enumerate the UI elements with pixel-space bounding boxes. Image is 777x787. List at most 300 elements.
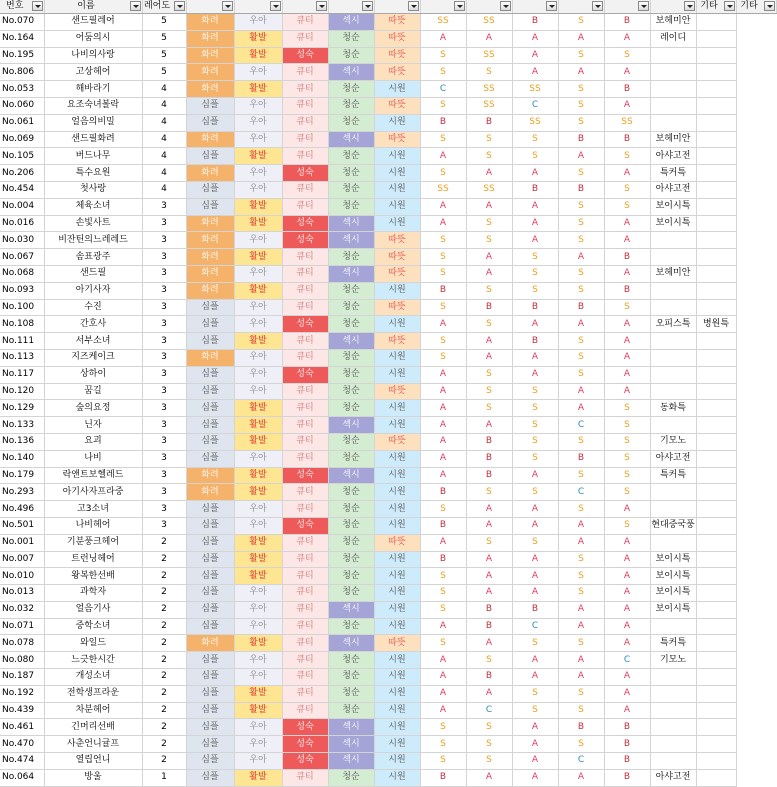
note-cell[interactable] xyxy=(696,97,736,114)
rarity-cell[interactable]: 2 xyxy=(142,685,186,702)
grade-cell[interactable]: A xyxy=(512,551,558,568)
style-cell[interactable]: 큐티 xyxy=(282,333,328,350)
grade-cell[interactable]: A xyxy=(420,534,466,551)
style-cell[interactable]: 따뜻 xyxy=(374,534,420,551)
grade-cell[interactable]: S xyxy=(420,249,466,266)
style-cell[interactable]: 큐티 xyxy=(282,652,328,669)
rarity-cell[interactable]: 2 xyxy=(142,534,186,551)
grade-cell[interactable]: SS xyxy=(420,181,466,198)
grade-cell[interactable]: S xyxy=(558,14,604,31)
name-cell[interactable]: 손빛사트 xyxy=(44,215,142,232)
grade-cell[interactable]: B xyxy=(512,601,558,618)
id-cell[interactable]: No.004 xyxy=(0,198,44,215)
style-cell[interactable]: 큐티 xyxy=(282,702,328,719)
style-cell[interactable]: 섹시 xyxy=(328,232,374,249)
style-cell[interactable]: 따뜻 xyxy=(374,131,420,148)
grade-cell[interactable]: A xyxy=(420,316,466,333)
style-cell[interactable]: 섹시 xyxy=(328,131,374,148)
grade-cell[interactable]: S xyxy=(604,181,650,198)
note-cell[interactable] xyxy=(650,753,696,770)
name-cell[interactable]: 숲의요정 xyxy=(44,400,142,417)
name-cell[interactable]: 중학소녀 xyxy=(44,618,142,635)
grade-cell[interactable]: A xyxy=(466,165,512,182)
grade-cell[interactable]: S xyxy=(466,316,512,333)
grade-cell[interactable]: S xyxy=(558,232,604,249)
filter-dropdown-icon[interactable] xyxy=(764,1,775,11)
grade-cell[interactable]: A xyxy=(420,148,466,165)
style-cell[interactable]: 성숙 xyxy=(282,165,328,182)
style-cell[interactable]: 큐티 xyxy=(282,585,328,602)
grade-cell[interactable]: S xyxy=(558,333,604,350)
note-cell[interactable]: 보헤미안 xyxy=(650,265,696,282)
grade-cell[interactable]: S xyxy=(466,383,512,400)
id-cell[interactable]: No.053 xyxy=(0,81,44,98)
grade-cell[interactable]: A xyxy=(466,349,512,366)
note-cell[interactable] xyxy=(696,81,736,98)
grade-cell[interactable]: S xyxy=(604,400,650,417)
grade-cell[interactable]: S xyxy=(558,114,604,131)
grade-cell[interactable]: B xyxy=(420,551,466,568)
grade-cell[interactable]: S xyxy=(558,81,604,98)
id-cell[interactable]: No.806 xyxy=(0,64,44,81)
grade-cell[interactable]: S xyxy=(512,417,558,434)
style-cell[interactable]: 활발 xyxy=(234,198,282,215)
grade-cell[interactable]: A xyxy=(558,618,604,635)
name-cell[interactable]: 특수요원 xyxy=(44,165,142,182)
note-cell[interactable] xyxy=(696,299,736,316)
note-cell[interactable]: 아샤고전 xyxy=(650,181,696,198)
note-cell[interactable] xyxy=(696,601,736,618)
grade-cell[interactable]: S xyxy=(604,467,650,484)
grade-cell[interactable]: S xyxy=(466,400,512,417)
grade-cell[interactable]: S xyxy=(512,534,558,551)
name-cell[interactable]: 나비의사랑 xyxy=(44,47,142,64)
grade-cell[interactable]: S xyxy=(558,702,604,719)
style-cell[interactable]: 청순 xyxy=(328,484,374,501)
grade-cell[interactable]: S xyxy=(420,131,466,148)
style-cell[interactable]: 심플 xyxy=(186,769,234,786)
id-cell[interactable]: No.001 xyxy=(0,534,44,551)
style-cell[interactable]: 성숙 xyxy=(282,366,328,383)
grade-cell[interactable]: S xyxy=(420,64,466,81)
id-cell[interactable]: No.129 xyxy=(0,400,44,417)
grade-cell[interactable]: B xyxy=(466,299,512,316)
note-cell[interactable] xyxy=(650,282,696,299)
grade-cell[interactable]: S xyxy=(558,198,604,215)
grade-cell[interactable]: SS xyxy=(512,81,558,98)
style-cell[interactable]: 심플 xyxy=(186,97,234,114)
rarity-cell[interactable]: 2 xyxy=(142,669,186,686)
rarity-cell[interactable]: 3 xyxy=(142,417,186,434)
note-cell[interactable] xyxy=(696,114,736,131)
id-cell[interactable]: No.501 xyxy=(0,517,44,534)
style-cell[interactable]: 큐티 xyxy=(282,433,328,450)
style-cell[interactable]: 심플 xyxy=(186,601,234,618)
name-cell[interactable]: 버드나무 xyxy=(44,148,142,165)
note-cell[interactable] xyxy=(650,64,696,81)
name-cell[interactable]: 샌드필화려 xyxy=(44,131,142,148)
grade-cell[interactable]: S xyxy=(558,165,604,182)
grade-cell[interactable]: S xyxy=(420,165,466,182)
note-cell[interactable] xyxy=(696,265,736,282)
id-cell[interactable]: No.068 xyxy=(0,265,44,282)
note-cell[interactable] xyxy=(696,232,736,249)
rarity-cell[interactable]: 3 xyxy=(142,501,186,518)
grade-cell[interactable]: S xyxy=(512,450,558,467)
rarity-cell[interactable]: 4 xyxy=(142,131,186,148)
grade-cell[interactable]: A xyxy=(420,366,466,383)
note-cell[interactable]: 기모노 xyxy=(650,433,696,450)
style-cell[interactable]: 화려 xyxy=(186,215,234,232)
note-cell[interactable]: 아샤고전 xyxy=(650,148,696,165)
note-cell[interactable] xyxy=(696,501,736,518)
id-cell[interactable]: No.164 xyxy=(0,30,44,47)
grade-cell[interactable]: S xyxy=(558,501,604,518)
grade-cell[interactable]: S xyxy=(604,299,650,316)
grade-cell[interactable]: A xyxy=(420,417,466,434)
name-cell[interactable]: 샌드필 xyxy=(44,265,142,282)
grade-cell[interactable]: A xyxy=(512,769,558,786)
grade-cell[interactable]: S xyxy=(604,450,650,467)
grade-cell[interactable]: SS xyxy=(466,14,512,31)
style-cell[interactable]: 시원 xyxy=(374,215,420,232)
style-cell[interactable]: 활발 xyxy=(234,81,282,98)
style-cell[interactable]: 시원 xyxy=(374,417,420,434)
style-cell[interactable]: 성숙 xyxy=(282,47,328,64)
grade-cell[interactable]: A xyxy=(512,215,558,232)
grade-cell[interactable]: A xyxy=(604,635,650,652)
note-cell[interactable] xyxy=(650,618,696,635)
grade-cell[interactable]: A xyxy=(604,165,650,182)
style-cell[interactable]: 활발 xyxy=(234,30,282,47)
grade-cell[interactable]: A xyxy=(512,30,558,47)
grade-cell[interactable]: A xyxy=(420,652,466,669)
style-cell[interactable]: 우아 xyxy=(234,618,282,635)
grade-cell[interactable]: B xyxy=(466,450,512,467)
note-cell[interactable] xyxy=(650,366,696,383)
style-cell[interactable]: 시원 xyxy=(374,702,420,719)
style-cell[interactable]: 심플 xyxy=(186,299,234,316)
id-cell[interactable]: No.030 xyxy=(0,232,44,249)
grade-cell[interactable]: A xyxy=(466,333,512,350)
name-cell[interactable]: 간호사 xyxy=(44,316,142,333)
style-cell[interactable]: 심플 xyxy=(186,400,234,417)
grade-cell[interactable]: A xyxy=(466,517,512,534)
style-cell[interactable]: 청순 xyxy=(328,349,374,366)
id-cell[interactable]: No.070 xyxy=(0,14,44,31)
note-cell[interactable] xyxy=(650,81,696,98)
style-cell[interactable]: 심플 xyxy=(186,669,234,686)
style-cell[interactable]: 큐티 xyxy=(282,635,328,652)
grade-cell[interactable]: S xyxy=(466,282,512,299)
note-cell[interactable] xyxy=(650,501,696,518)
style-cell[interactable]: 시원 xyxy=(374,618,420,635)
grade-cell[interactable]: A xyxy=(604,585,650,602)
grade-cell[interactable]: A xyxy=(604,215,650,232)
note-cell[interactable]: 레이디 xyxy=(650,30,696,47)
grade-cell[interactable]: B xyxy=(420,517,466,534)
style-cell[interactable]: 섹시 xyxy=(328,265,374,282)
grade-cell[interactable]: S xyxy=(558,282,604,299)
style-cell[interactable]: 시원 xyxy=(374,450,420,467)
note-cell[interactable] xyxy=(696,702,736,719)
id-cell[interactable]: No.010 xyxy=(0,568,44,585)
style-cell[interactable]: 우아 xyxy=(234,131,282,148)
note-cell[interactable]: 보헤미안 xyxy=(650,14,696,31)
style-cell[interactable]: 섹시 xyxy=(328,753,374,770)
grade-cell[interactable]: B xyxy=(604,249,650,266)
note-cell[interactable] xyxy=(650,702,696,719)
style-cell[interactable]: 우아 xyxy=(234,265,282,282)
note-cell[interactable] xyxy=(696,736,736,753)
grade-cell[interactable]: A xyxy=(512,517,558,534)
style-cell[interactable]: 심플 xyxy=(186,450,234,467)
grade-cell[interactable]: S xyxy=(558,736,604,753)
style-cell[interactable]: 청순 xyxy=(328,652,374,669)
style-cell[interactable]: 큐티 xyxy=(282,114,328,131)
grade-cell[interactable]: B xyxy=(512,333,558,350)
grade-cell[interactable]: B xyxy=(512,299,558,316)
note-cell[interactable] xyxy=(696,652,736,669)
note-cell[interactable] xyxy=(696,181,736,198)
grade-cell[interactable]: S xyxy=(420,97,466,114)
grade-cell[interactable]: S xyxy=(466,534,512,551)
id-cell[interactable]: No.105 xyxy=(0,148,44,165)
id-cell[interactable]: No.470 xyxy=(0,736,44,753)
style-cell[interactable]: 섹시 xyxy=(328,417,374,434)
name-cell[interactable]: 어둠의시 xyxy=(44,30,142,47)
grade-cell[interactable]: A xyxy=(604,501,650,518)
style-cell[interactable]: 시원 xyxy=(374,366,420,383)
grade-cell[interactable]: C xyxy=(558,417,604,434)
style-cell[interactable]: 시원 xyxy=(374,669,420,686)
grade-cell[interactable]: C xyxy=(558,753,604,770)
grade-cell[interactable]: A xyxy=(558,601,604,618)
name-cell[interactable]: 비잔틴의느레레드 xyxy=(44,232,142,249)
style-cell[interactable]: 심플 xyxy=(186,685,234,702)
grade-cell[interactable]: A xyxy=(420,669,466,686)
style-cell[interactable]: 따뜻 xyxy=(374,635,420,652)
rarity-cell[interactable]: 4 xyxy=(142,181,186,198)
style-cell[interactable]: 청순 xyxy=(328,97,374,114)
style-cell[interactable]: 활발 xyxy=(234,282,282,299)
grade-cell[interactable]: SS xyxy=(604,114,650,131)
style-cell[interactable]: 시원 xyxy=(374,81,420,98)
id-cell[interactable]: No.206 xyxy=(0,165,44,182)
style-cell[interactable]: 큐티 xyxy=(282,81,328,98)
grade-cell[interactable]: S xyxy=(558,215,604,232)
style-cell[interactable]: 청순 xyxy=(328,114,374,131)
note-cell[interactable] xyxy=(696,165,736,182)
filter-dropdown-icon[interactable] xyxy=(32,1,43,11)
grade-cell[interactable]: SS xyxy=(466,81,512,98)
style-cell[interactable]: 우아 xyxy=(234,719,282,736)
grade-cell[interactable]: A xyxy=(466,249,512,266)
style-cell[interactable]: 우아 xyxy=(234,736,282,753)
name-cell[interactable]: 전학생프라운 xyxy=(44,685,142,702)
note-cell[interactable]: 아샤고전 xyxy=(650,450,696,467)
grade-cell[interactable]: S xyxy=(420,232,466,249)
note-cell[interactable]: 보이시특 xyxy=(650,215,696,232)
style-cell[interactable]: 청순 xyxy=(328,282,374,299)
note-cell[interactable] xyxy=(696,669,736,686)
grade-cell[interactable]: B xyxy=(466,433,512,450)
style-cell[interactable]: 시원 xyxy=(374,165,420,182)
name-cell[interactable]: 락앤트보헬레드 xyxy=(44,467,142,484)
grade-cell[interactable]: SS xyxy=(466,47,512,64)
grade-cell[interactable]: A xyxy=(420,198,466,215)
note-cell[interactable] xyxy=(696,635,736,652)
grade-cell[interactable]: C xyxy=(512,618,558,635)
rarity-cell[interactable]: 3 xyxy=(142,215,186,232)
grade-cell[interactable]: A xyxy=(466,265,512,282)
style-cell[interactable]: 심플 xyxy=(186,501,234,518)
style-cell[interactable]: 우아 xyxy=(234,450,282,467)
style-cell[interactable]: 청순 xyxy=(328,81,374,98)
note-cell[interactable] xyxy=(650,719,696,736)
name-cell[interactable]: 얼음기사 xyxy=(44,601,142,618)
id-cell[interactable]: No.192 xyxy=(0,685,44,702)
grade-cell[interactable]: A xyxy=(604,669,650,686)
note-cell[interactable] xyxy=(696,417,736,434)
name-cell[interactable]: 지즈케이크 xyxy=(44,349,142,366)
style-cell[interactable]: 큐티 xyxy=(282,97,328,114)
grade-cell[interactable]: A xyxy=(604,568,650,585)
style-cell[interactable]: 심플 xyxy=(186,366,234,383)
grade-cell[interactable]: A xyxy=(604,551,650,568)
id-cell[interactable]: No.140 xyxy=(0,450,44,467)
grade-cell[interactable]: A xyxy=(558,769,604,786)
style-cell[interactable]: 큐티 xyxy=(282,534,328,551)
name-cell[interactable]: 서부소녀 xyxy=(44,333,142,350)
style-cell[interactable]: 화려 xyxy=(186,81,234,98)
name-cell[interactable]: 아기사자프라중 xyxy=(44,484,142,501)
style-cell[interactable]: 섹시 xyxy=(328,467,374,484)
note-cell[interactable]: 오피스특 xyxy=(650,316,696,333)
grade-cell[interactable]: A xyxy=(466,585,512,602)
rarity-cell[interactable]: 1 xyxy=(142,769,186,786)
style-cell[interactable]: 활발 xyxy=(234,148,282,165)
grade-cell[interactable]: SS xyxy=(466,97,512,114)
rarity-cell[interactable]: 3 xyxy=(142,450,186,467)
note-cell[interactable] xyxy=(696,64,736,81)
grade-cell[interactable]: A xyxy=(420,467,466,484)
grade-cell[interactable]: S xyxy=(558,467,604,484)
rarity-cell[interactable]: 3 xyxy=(142,232,186,249)
id-cell[interactable]: No.113 xyxy=(0,349,44,366)
style-cell[interactable]: 큐티 xyxy=(282,601,328,618)
grade-cell[interactable]: B xyxy=(558,131,604,148)
style-cell[interactable]: 섹시 xyxy=(328,601,374,618)
grade-cell[interactable]: A xyxy=(466,501,512,518)
style-cell[interactable]: 화려 xyxy=(186,265,234,282)
id-cell[interactable]: No.133 xyxy=(0,417,44,434)
grade-cell[interactable]: B xyxy=(558,181,604,198)
style-cell[interactable]: 심플 xyxy=(186,585,234,602)
filter-dropdown-icon[interactable] xyxy=(408,1,419,11)
name-cell[interactable]: 아기사자 xyxy=(44,282,142,299)
style-cell[interactable]: 화려 xyxy=(186,165,234,182)
style-cell[interactable]: 활발 xyxy=(234,333,282,350)
filter-dropdown-icon[interactable] xyxy=(454,1,465,11)
rarity-cell[interactable]: 2 xyxy=(142,753,186,770)
note-cell[interactable] xyxy=(696,753,736,770)
style-cell[interactable]: 큐티 xyxy=(282,450,328,467)
note-cell[interactable] xyxy=(696,517,736,534)
grade-cell[interactable]: S xyxy=(420,568,466,585)
style-cell[interactable]: 시원 xyxy=(374,769,420,786)
style-cell[interactable]: 큐티 xyxy=(282,14,328,31)
grade-cell[interactable]: A xyxy=(558,316,604,333)
note-cell[interactable] xyxy=(650,47,696,64)
note-cell[interactable]: 현대중국풍 xyxy=(650,517,696,534)
style-cell[interactable]: 청순 xyxy=(328,165,374,182)
style-cell[interactable]: 청순 xyxy=(328,249,374,266)
grade-cell[interactable]: B xyxy=(604,131,650,148)
grade-cell[interactable]: S xyxy=(512,265,558,282)
style-cell[interactable]: 심플 xyxy=(186,652,234,669)
style-cell[interactable]: 활발 xyxy=(234,551,282,568)
name-cell[interactable]: 차분헤어 xyxy=(44,702,142,719)
grade-cell[interactable]: A xyxy=(558,517,604,534)
rarity-cell[interactable]: 4 xyxy=(142,114,186,131)
id-cell[interactable]: No.071 xyxy=(0,618,44,635)
grade-cell[interactable]: A xyxy=(558,30,604,47)
grade-cell[interactable]: A xyxy=(420,450,466,467)
id-cell[interactable]: No.067 xyxy=(0,249,44,266)
grade-cell[interactable]: S xyxy=(558,635,604,652)
style-cell[interactable]: 큐티 xyxy=(282,669,328,686)
grade-cell[interactable]: A xyxy=(512,316,558,333)
id-cell[interactable]: No.100 xyxy=(0,299,44,316)
style-cell[interactable]: 시원 xyxy=(374,148,420,165)
grade-cell[interactable]: S xyxy=(420,265,466,282)
name-cell[interactable]: 왕복한선배 xyxy=(44,568,142,585)
style-cell[interactable]: 시원 xyxy=(374,753,420,770)
grade-cell[interactable]: B xyxy=(604,81,650,98)
grade-cell[interactable]: A xyxy=(604,30,650,47)
style-cell[interactable]: 심플 xyxy=(186,736,234,753)
style-cell[interactable]: 큐티 xyxy=(282,400,328,417)
note-cell[interactable]: 기모노 xyxy=(650,652,696,669)
style-cell[interactable]: 성숙 xyxy=(282,719,328,736)
rarity-cell[interactable]: 5 xyxy=(142,47,186,64)
grade-cell[interactable]: A xyxy=(466,635,512,652)
style-cell[interactable]: 청순 xyxy=(328,299,374,316)
rarity-cell[interactable]: 3 xyxy=(142,517,186,534)
name-cell[interactable]: 요괴 xyxy=(44,433,142,450)
style-cell[interactable]: 우아 xyxy=(234,366,282,383)
id-cell[interactable]: No.064 xyxy=(0,769,44,786)
grade-cell[interactable]: A xyxy=(420,685,466,702)
id-cell[interactable]: No.007 xyxy=(0,551,44,568)
grade-cell[interactable]: SS xyxy=(512,114,558,131)
style-cell[interactable]: 우아 xyxy=(234,349,282,366)
note-cell[interactable] xyxy=(650,383,696,400)
grade-cell[interactable]: B xyxy=(466,618,512,635)
grade-cell[interactable]: S xyxy=(466,652,512,669)
name-cell[interactable]: 상하이 xyxy=(44,366,142,383)
grade-cell[interactable]: B xyxy=(558,719,604,736)
filter-dropdown-icon[interactable] xyxy=(130,1,141,11)
grade-cell[interactable]: S xyxy=(604,484,650,501)
grade-cell[interactable]: S xyxy=(466,131,512,148)
style-cell[interactable]: 심플 xyxy=(186,148,234,165)
note-cell[interactable] xyxy=(650,249,696,266)
name-cell[interactable]: 체육소녀 xyxy=(44,198,142,215)
grade-cell[interactable]: B xyxy=(604,753,650,770)
id-cell[interactable]: No.136 xyxy=(0,433,44,450)
